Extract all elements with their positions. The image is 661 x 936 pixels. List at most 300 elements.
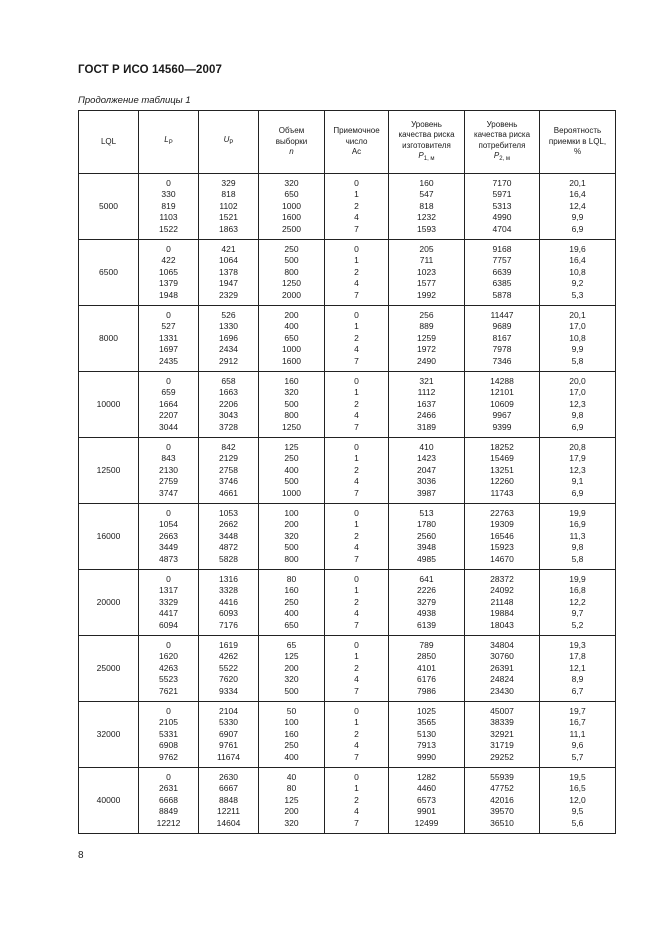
sample-size-values [259, 702, 325, 768]
cell-line: 527 [161, 321, 176, 332]
lp-values [139, 504, 199, 570]
cell-line: 17,9 [569, 453, 586, 464]
table-header-row [79, 111, 616, 174]
cell-line: 4263 [159, 662, 178, 673]
acceptance-number-values [325, 504, 389, 570]
cell-line: 11447 [490, 309, 514, 320]
cell-line: 3328 [219, 585, 238, 596]
cell-line: 7913 [417, 740, 436, 751]
cell-line: 6667 [219, 783, 238, 794]
cell-line: 12101 [490, 387, 514, 398]
lp-values [139, 438, 199, 504]
cell-line: 0 [354, 309, 359, 320]
cell-line: 889 [419, 321, 434, 332]
table-caption: Продолжение таблицы 1 [78, 95, 191, 106]
cell-line: 410 [419, 441, 434, 452]
cell-line: 15923 [490, 542, 514, 553]
cell-line: 1 [354, 189, 359, 200]
cell-line: 1331 [159, 332, 178, 343]
lql-value: 12500 [79, 438, 139, 504]
cell-line: 1000 [282, 344, 301, 355]
cell-line: 2 [354, 728, 359, 739]
cell-line: 19,9 [569, 507, 586, 518]
acceptance-number-values [325, 174, 389, 240]
table-row [79, 768, 616, 834]
cell-line: 5,8 [571, 553, 584, 564]
up-values [199, 306, 259, 372]
cell-line: 0 [166, 177, 171, 188]
cell-line: 1 [354, 585, 359, 596]
cell-line: 2 [354, 398, 359, 409]
cell-line: 4 [354, 410, 359, 421]
cell-line: 2912 [219, 355, 238, 366]
cell-line: 320 [284, 177, 299, 188]
up-values [199, 570, 259, 636]
cell-line: 4 [354, 608, 359, 619]
cell-line: 422 [161, 255, 176, 266]
cell-line: 9,2 [571, 278, 584, 289]
cell-line: 1521 [219, 212, 238, 223]
producer-risk-values [389, 702, 465, 768]
cell-line: 320 [284, 530, 299, 541]
cell-line: 250 [284, 596, 299, 607]
cell-line: 9,9 [571, 212, 584, 223]
cell-line: 12499 [414, 817, 439, 828]
cell-line: 19884 [490, 608, 514, 619]
cell-line: 641 [419, 573, 434, 584]
page-number: 8 [78, 850, 84, 861]
cell-line: 3189 [417, 421, 436, 432]
cell-line: 7 [354, 751, 359, 762]
cell-line: 400 [284, 464, 299, 475]
cell-line: 2466 [417, 410, 436, 421]
cell-line: 6,9 [571, 223, 584, 234]
cell-line: 329 [221, 177, 236, 188]
cell-line: 256 [419, 309, 434, 320]
cell-line: 843 [161, 453, 176, 464]
cell-line: 6573 [417, 794, 436, 805]
cell-line: 5313 [492, 200, 512, 211]
cell-line: 4 [354, 212, 359, 223]
cell-line: 8849 [159, 806, 178, 817]
cell-line: 2630 [219, 771, 238, 782]
cell-line: 9901 [417, 806, 436, 817]
cell-line: 547 [419, 189, 434, 200]
cell-line: 819 [161, 200, 176, 211]
cell-line: 6,9 [571, 487, 584, 498]
cell-line: 38339 [490, 717, 514, 728]
lql-value: 40000 [79, 768, 139, 834]
cell-line: 9,8 [571, 410, 584, 421]
cell-line: 2 [354, 530, 359, 541]
cell-line: 1600 [282, 212, 301, 223]
cell-line: 205 [419, 243, 434, 254]
cell-line: 31719 [490, 740, 514, 751]
cell-line: 19,9 [569, 573, 586, 584]
producer-risk-values [389, 570, 465, 636]
cell-line: 2207 [159, 410, 178, 421]
cell-line: 320 [284, 817, 299, 828]
cell-line: 8,9 [571, 674, 584, 685]
cell-line: 9168 [492, 243, 512, 254]
cell-line: 9,8 [571, 542, 584, 553]
cell-line: 842 [221, 441, 236, 452]
cell-line: 800 [284, 553, 299, 564]
cell-line: 1112 [417, 387, 436, 398]
cell-line: 2 [354, 200, 359, 211]
table-row [79, 570, 616, 636]
up-values [199, 438, 259, 504]
table-row [79, 438, 616, 504]
cell-line: 2104 [219, 705, 238, 716]
cell-line: 200 [284, 519, 299, 530]
cell-line: 0 [354, 573, 359, 584]
acceptance-number-values [325, 570, 389, 636]
cell-line: 6385 [492, 278, 512, 289]
cell-line: 21148 [490, 596, 514, 607]
cell-line: 6176 [417, 674, 436, 685]
cell-line: 7978 [492, 344, 512, 355]
cell-line: 4704 [492, 223, 512, 234]
cell-line: 5331 [159, 728, 178, 739]
cell-line: 7 [354, 685, 359, 696]
cell-line: 1317 [159, 585, 178, 596]
cell-line: 20,1 [569, 309, 586, 320]
cell-line: 40 [286, 771, 297, 782]
cell-line: 800 [284, 410, 299, 421]
cell-line: 7621 [159, 685, 178, 696]
table-row [79, 240, 616, 306]
cell-line: 12211 [216, 806, 240, 817]
sample-size-values [259, 174, 325, 240]
header-lql: LQL [79, 111, 139, 174]
cell-line: 47752 [490, 783, 514, 794]
header-lp: $L_P$ [139, 111, 199, 174]
header-up: $U_P$ [199, 111, 259, 174]
cell-line: 1522 [159, 223, 178, 234]
cell-line: 800 [284, 266, 299, 277]
cell-line: 1102 [219, 200, 238, 211]
cell-line: 7 [354, 355, 359, 366]
cell-line: 1023 [417, 266, 436, 277]
cell-line: 0 [166, 705, 171, 716]
acceptance-probability-values [540, 240, 616, 306]
cell-line: 8167 [492, 332, 512, 343]
cell-line: 1637 [417, 398, 436, 409]
cell-line: 2 [354, 332, 359, 343]
cell-line: 1054 [159, 519, 178, 530]
lp-values [139, 702, 199, 768]
cell-line: 4990 [492, 212, 512, 223]
cell-line: 3728 [219, 421, 238, 432]
cell-line: 1250 [282, 421, 301, 432]
cell-line: 4 [354, 542, 359, 553]
cell-line: 28372 [490, 573, 514, 584]
sample-size-values [259, 372, 325, 438]
lql-value: 25000 [79, 636, 139, 702]
cell-line: 12212 [156, 817, 181, 828]
acceptance-number-values [325, 372, 389, 438]
cell-line: 20,1 [569, 177, 586, 188]
consumer-risk-values [465, 636, 540, 702]
producer-risk-values [389, 636, 465, 702]
cell-line: 0 [354, 243, 359, 254]
cell-line: 400 [284, 321, 299, 332]
cell-line: 400 [284, 751, 299, 762]
cell-line: 7 [354, 619, 359, 630]
cell-line: 1 [354, 651, 359, 662]
cell-line: 1053 [219, 507, 238, 518]
table-row [79, 702, 616, 768]
producer-risk-values [389, 768, 465, 834]
cell-line: 14288 [490, 375, 514, 386]
cell-line: 3279 [417, 596, 436, 607]
sample-size-values [259, 768, 325, 834]
cell-line: 1103 [159, 212, 178, 223]
cell-line: 4101 [417, 662, 436, 673]
cell-line: 24092 [490, 585, 514, 596]
cell-line: 1 [354, 387, 359, 398]
cell-line: 42016 [490, 794, 514, 805]
lp-values [139, 768, 199, 834]
cell-line: 711 [419, 255, 434, 266]
cell-line: 65 [286, 639, 297, 650]
cell-line: 1378 [219, 266, 238, 277]
consumer-risk-values [465, 240, 540, 306]
acceptance-probability-values [540, 174, 616, 240]
cell-line: 100 [284, 717, 299, 728]
consumer-risk-values [465, 174, 540, 240]
cell-line: 125 [284, 651, 299, 662]
cell-line: 4262 [219, 651, 238, 662]
cell-line: 2 [354, 662, 359, 673]
cell-line: 5,8 [571, 355, 584, 366]
up-values [199, 768, 259, 834]
cell-line: 19,3 [569, 639, 586, 650]
cell-line: 55939 [490, 771, 514, 782]
cell-line: 1619 [219, 639, 238, 650]
acceptance-number-values [325, 306, 389, 372]
acceptance-number-values [325, 702, 389, 768]
cell-line: 1330 [219, 321, 238, 332]
cell-line: 160 [284, 375, 299, 386]
cell-line: 14604 [216, 817, 241, 828]
cell-line: 19,6 [569, 243, 586, 254]
consumer-risk-values [465, 570, 540, 636]
document-title: ГОСТ Р ИСО 14560—2007 [78, 64, 223, 76]
cell-line: 5828 [219, 553, 238, 564]
cell-line: 0 [354, 639, 359, 650]
cell-line: 1 [354, 321, 359, 332]
cell-line: 2662 [219, 519, 238, 530]
cell-line: 3036 [417, 476, 436, 487]
cell-line: 4416 [219, 596, 238, 607]
table-row [79, 306, 616, 372]
cell-line: 5,2 [571, 619, 584, 630]
cell-line: 17,0 [569, 321, 586, 332]
cell-line: 2435 [159, 355, 178, 366]
cell-line: 2226 [417, 585, 436, 596]
cell-line: 2759 [159, 476, 178, 487]
cell-line: 6668 [159, 794, 178, 805]
sample-size-values [259, 504, 325, 570]
cell-line: 17,0 [569, 387, 586, 398]
cell-line: 13251 [490, 464, 514, 475]
cell-line: 2130 [159, 464, 178, 475]
cell-line: 19,7 [569, 705, 586, 716]
cell-line: 6907 [219, 728, 238, 739]
table-row [79, 372, 616, 438]
cell-line: 3746 [219, 476, 238, 487]
acceptance-number-values [325, 636, 389, 702]
cell-line: 5523 [159, 674, 178, 685]
cell-line: 500 [284, 542, 299, 553]
cell-line: 16,5 [569, 783, 586, 794]
cell-line: 5130 [417, 728, 436, 739]
cell-line: 4 [354, 806, 359, 817]
cell-line: 200 [284, 806, 299, 817]
consumer-risk-values [465, 306, 540, 372]
lql-value: 5000 [79, 174, 139, 240]
cell-line: 24824 [490, 674, 514, 685]
lql-value: 32000 [79, 702, 139, 768]
cell-line: 17,8 [569, 651, 586, 662]
cell-line: 1697 [159, 344, 178, 355]
cell-line: 2490 [417, 355, 436, 366]
table-body [79, 174, 616, 834]
cell-line: 45007 [490, 705, 514, 716]
cell-line: 1863 [219, 223, 238, 234]
cell-line: 0 [166, 639, 171, 650]
cell-line: 9761 [219, 740, 238, 751]
cell-line: 3329 [159, 596, 178, 607]
cell-line: 2850 [417, 651, 436, 662]
cell-line: 250 [284, 243, 299, 254]
cell-line: 1 [354, 783, 359, 794]
cell-line: 1992 [417, 289, 436, 300]
cell-line: 0 [354, 177, 359, 188]
cell-line: 7 [354, 553, 359, 564]
cell-line: 34804 [490, 639, 514, 650]
cell-line: 7346 [492, 355, 512, 366]
cell-line: 659 [161, 387, 176, 398]
cell-line: 5,6 [571, 817, 584, 828]
cell-line: 1259 [417, 332, 436, 343]
cell-line: 9,1 [571, 476, 584, 487]
acceptance-probability-values [540, 372, 616, 438]
cell-line: 818 [419, 200, 434, 211]
cell-line: 6,7 [571, 685, 584, 696]
cell-line: 16,8 [569, 585, 586, 596]
cell-line: 7620 [219, 674, 238, 685]
cell-line: 11,3 [569, 530, 586, 541]
producer-risk-values [389, 240, 465, 306]
cell-line: 0 [166, 243, 171, 254]
cell-line: 50 [286, 705, 297, 716]
cell-line: 2 [354, 596, 359, 607]
cell-line: 321 [419, 375, 434, 386]
cell-line: 2500 [282, 223, 301, 234]
cell-line: 12,4 [569, 200, 586, 211]
cell-line: 5522 [219, 662, 238, 673]
cell-line: 5971 [492, 189, 512, 200]
header-acceptance-probability: Вероятность приемки в LQL, % [540, 111, 616, 174]
cell-line: 650 [284, 332, 299, 343]
lql-value: 16000 [79, 504, 139, 570]
lp-values [139, 240, 199, 306]
cell-line: 9990 [417, 751, 436, 762]
cell-line: 3948 [417, 542, 436, 553]
cell-line: 4661 [219, 487, 238, 498]
sample-size-values [259, 636, 325, 702]
cell-line: 22763 [490, 507, 514, 518]
cell-line: 2434 [219, 344, 238, 355]
cell-line: 0 [354, 705, 359, 716]
cell-line: 16,4 [569, 255, 586, 266]
cell-line: 10609 [490, 398, 514, 409]
cell-line: 500 [284, 476, 299, 487]
cell-line: 4 [354, 278, 359, 289]
cell-line: 421 [221, 243, 236, 254]
cell-line: 7986 [417, 685, 436, 696]
sample-size-values [259, 240, 325, 306]
acceptance-probability-values [540, 768, 616, 834]
cell-line: 2560 [417, 530, 436, 541]
table-row [79, 636, 616, 702]
cell-line: 5,3 [571, 289, 584, 300]
cell-line: 11,1 [569, 728, 586, 739]
cell-line: 0 [354, 771, 359, 782]
cell-line: 200 [284, 662, 299, 673]
cell-line: 7 [354, 223, 359, 234]
cell-line: 2329 [219, 289, 238, 300]
cell-line: 12,1 [569, 662, 586, 673]
cell-line: 18043 [490, 619, 514, 630]
acceptance-probability-values [540, 636, 616, 702]
cell-line: 16546 [490, 530, 514, 541]
cell-line: 3448 [219, 530, 238, 541]
cell-line: 5330 [219, 717, 238, 728]
acceptance-probability-values [540, 438, 616, 504]
cell-line: 1379 [159, 278, 178, 289]
acceptance-number-values [325, 240, 389, 306]
cell-line: 4873 [159, 553, 178, 564]
cell-line: 0 [354, 507, 359, 518]
cell-line: 9,6 [571, 740, 584, 751]
cell-line: 658 [221, 375, 236, 386]
cell-line: 10,8 [569, 332, 586, 343]
header-sample-size: Объем выборки n [259, 111, 325, 174]
cell-line: 6908 [159, 740, 178, 751]
cell-line: 1664 [159, 398, 178, 409]
header-consumer-risk: Уровень качества риска потребителя $P_{2, м}$ [465, 111, 540, 174]
cell-line: 23430 [490, 685, 514, 696]
table-row [79, 174, 616, 240]
cell-line: 3449 [159, 542, 178, 553]
consumer-risk-values [465, 372, 540, 438]
cell-line: 526 [221, 309, 236, 320]
cell-line: 1316 [219, 573, 238, 584]
cell-line: 7170 [492, 177, 512, 188]
cell-line: 1620 [159, 651, 178, 662]
lql-value: 10000 [79, 372, 139, 438]
cell-line: 9,9 [571, 344, 584, 355]
cell-line: 6094 [159, 619, 178, 630]
cell-line: 500 [284, 255, 299, 266]
acceptance-probability-values [540, 570, 616, 636]
cell-line: 11743 [490, 487, 514, 498]
cell-line: 4985 [417, 553, 436, 564]
